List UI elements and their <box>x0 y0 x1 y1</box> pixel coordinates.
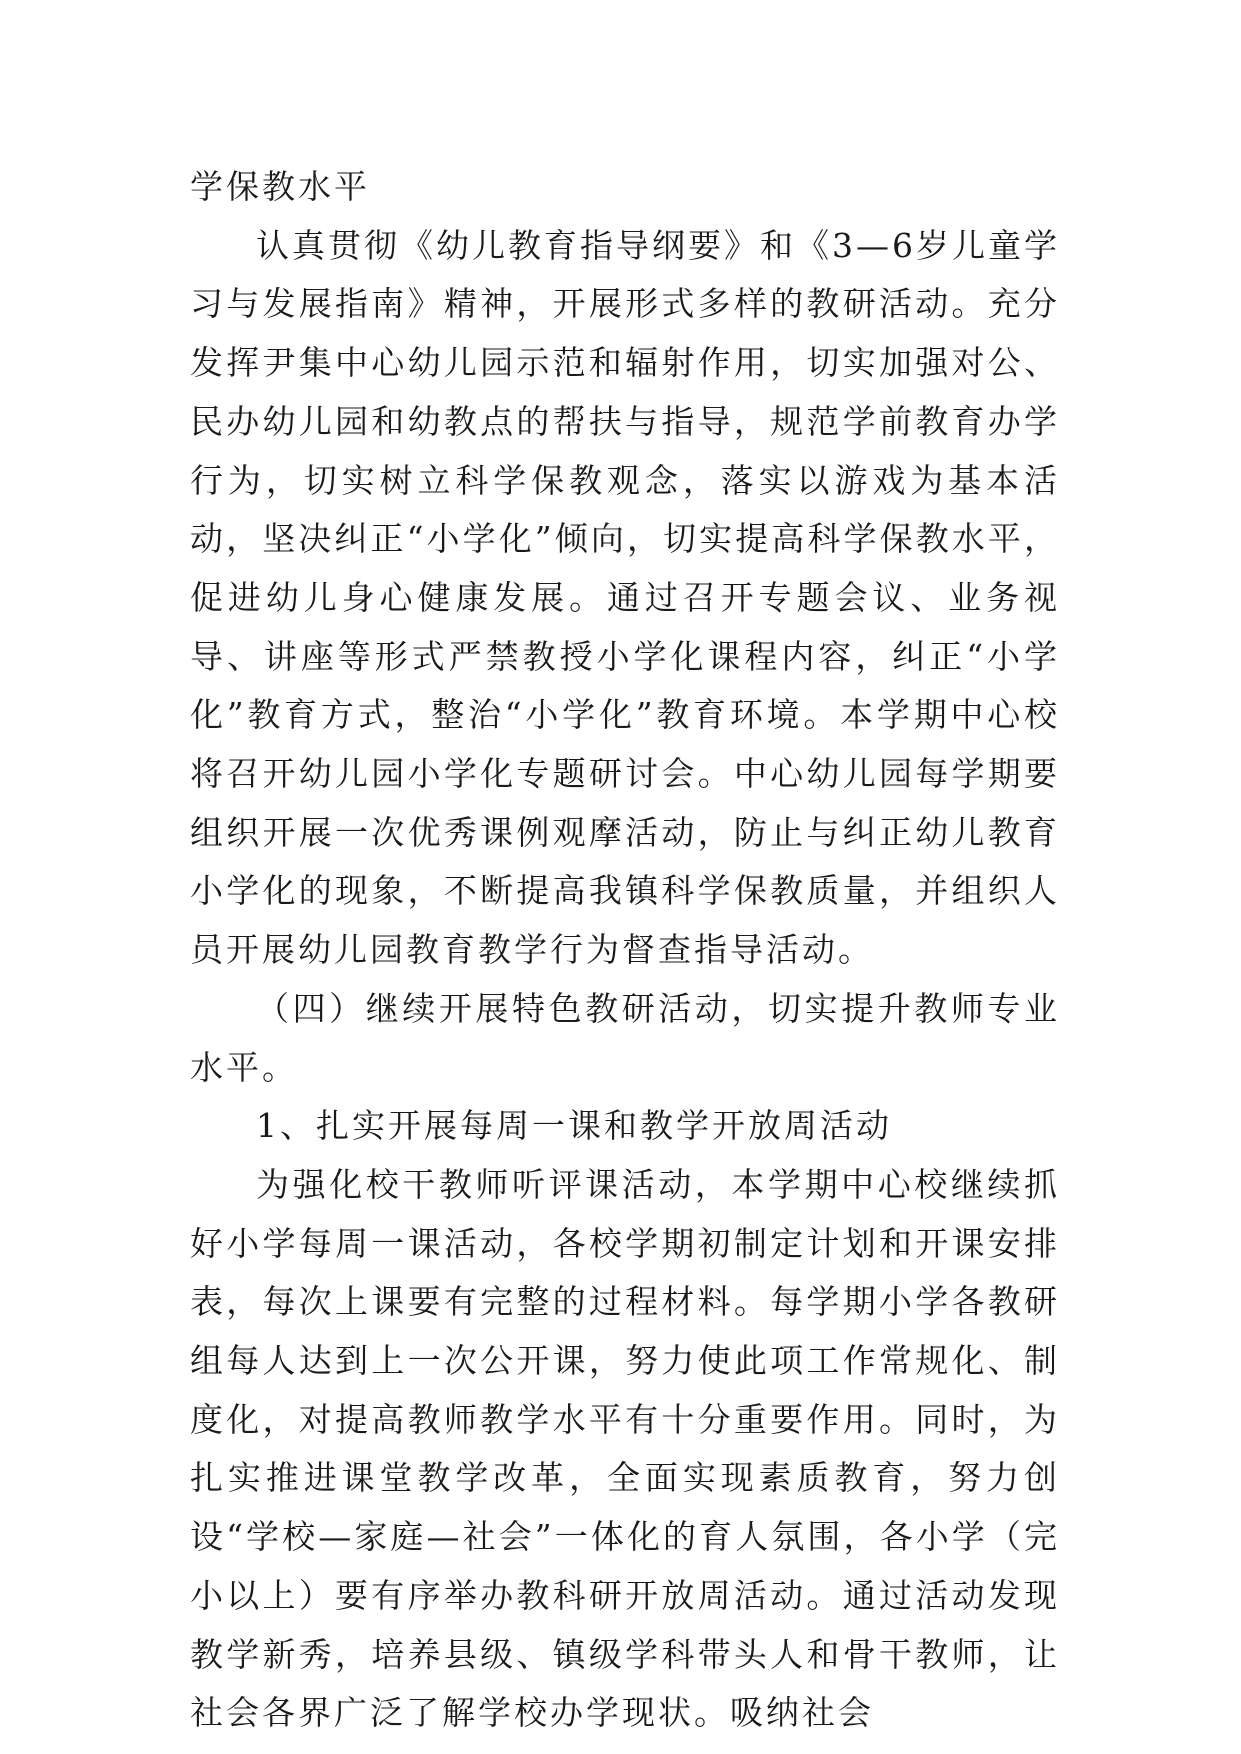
body-text <box>190 158 1060 1743</box>
subsection-heading-one: 1、扎实开展每周一课和教学开放周活动 <box>256 1106 892 1146</box>
paragraph-continuation: 学保教水平 <box>190 167 370 206</box>
section-heading-four: （四）继续开展特色教研活动，切实提升教师专业水平。 <box>190 988 1060 1087</box>
paragraph-weekly-lessons: 为强化校干教师听评课活动，本学期中心校继续抓好小学每周一课活动，各校学期初制定计划和开课安排表，每次上课要有完整的过程材料。每学期小学各教研组每人达到上一次公开课，努力使此项工作常规化、制度化，对提高教师教学水平有十分重要作用。同时，为扎实推进课堂教学改革，全面实现素质教育，努力创设“学校—家庭—社会”一体化的育人氛围，各小学（完小以上）要有序举办教科研开放周活动。通过活动发现教学新秀，培养县级、镇级学科带头人和骨干教师，让社会各界广泛了解学校办学现状。吸纳社会 <box>190 1164 1060 1733</box>
paragraph-preschool-guidance: 认真贯彻《幼儿教育指导纲要》和《3—6岁儿童学习与发展指南》精神，开展形式多样的教研活动。充分发挥尹集中心幼儿园示范和辐射作用，切实加强对公、民办幼儿园和幼教点的帮扶与指导，规范学前教育办学行为，切实树立科学保教观念，落实以游戏为基本活动，坚决纠正“小学化”倾向，切实提高科学保教水平，促进幼儿身心健康发展。通过召开专题会议、业务视导、讲座等形式严禁教授小学化课程内容，纠正“小学化”教育方式，整治“小学化”教育环境。本学期中心校将召开幼儿园小学化专题研讨会。中心幼儿园每学期要组织开展一次优秀课例观摩活动，防止与纠正幼儿教育小学化的现象，不断提高我镇科学保教质量，并组织人员开展幼儿园教育教学行为督查指导活动。 <box>190 225 1060 970</box>
